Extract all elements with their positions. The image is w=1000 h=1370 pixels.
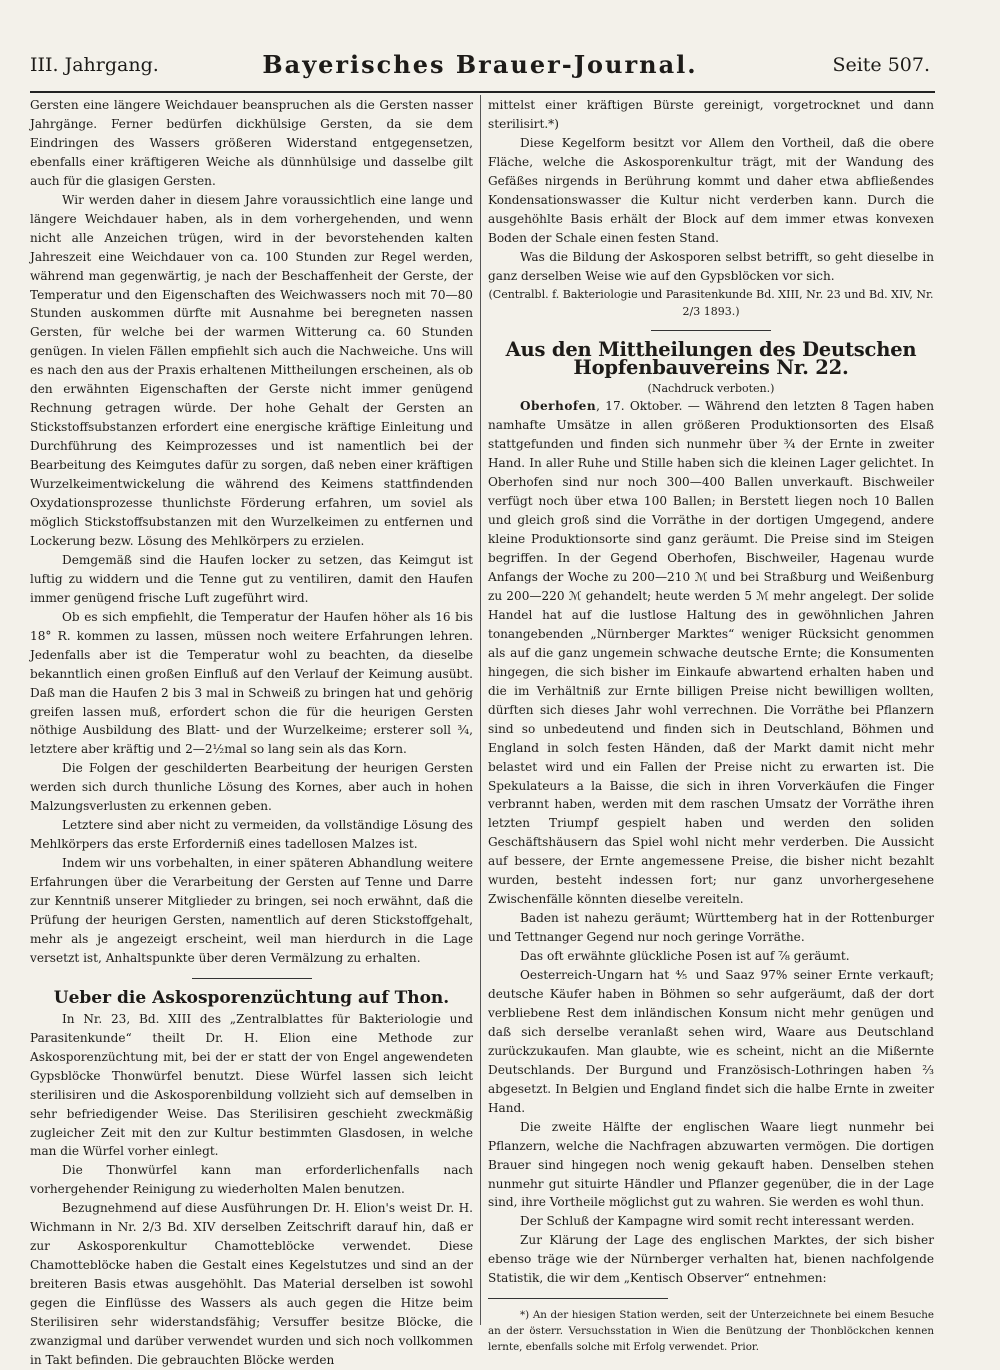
paragraph: Die Thonwürfel kann man erforderlichenfalls nach vorhergehender Reinigung zu wiederholten Malen benutzen. bbox=[30, 1163, 473, 1197]
paragraph: mittelst einer kräftigen Bürste gereinigt, vorgetrocknet und dann sterilisirt.*) bbox=[488, 98, 934, 131]
paragraph: Gersten eine längere Weichdauer beanspruchen als die Gersten nasser Jahrgänge. Ferner bedürfen dickhülsige Gersten, da sie dem Eindringen des Wassers größeren Widerstand entgegensetzen, ebenfalls einer kräftigeren Weiche als dünnhülsige und dasselbe gilt auch für die glasigen Gersten. bbox=[30, 98, 473, 188]
paragraph: Bezugnehmend auf diese Ausführungen Dr. H. Elion's weist Dr. H. Wichmann in Nr. 2/3 Bd. XIV derselben Zeitschrift darauf hin, daß er zur Askosporenkultur Chamotteblöcke verwendet. Diese Chamotteblöcke haben die Gestalt eines Kegelstutzes und sind an der breiteren Basis etwas ausgehöhlt. Das Material derselben ist sowohl gegen die Einflüsse des Wassers als auch gegen die Hitze beim Sterilisiren sehr widerstandsfähig; Versuffer besitze Blöcke, die zwanzigmal und darüber verwendet wurden und sich noch vollkommen in Takt befinden. Die gebrauchten Blöcke werden bbox=[30, 1201, 473, 1367]
left-column bbox=[30, 96, 473, 1370]
article-heading: Aus den Mittheilungen des Deutschen Hopfenbauvereins Nr. 22. bbox=[505, 337, 917, 380]
journal-title: Bayerisches Brauer-Journal. bbox=[262, 50, 698, 79]
paragraph: Wir werden daher in diesem Jahre voraussichtlich eine lange und längere Weichdauer haben, als in dem vorhergehenden, und wenn nicht alle Anzeichen trügen, wird in der bevorstehenden kalten Jahreszeit eine Weichdauer von ca. 100 Stunden zur Regel werden, während man gegenwärtig, je nach der Beschaffenheit der Gerste, der Temperatur und den Eigenschaften des Weichwassers noch mit 70—80 Stunden auskommen dürfte mit Ausnahme bei beregneten nassen Gersten, für welche bei der warmen Witterung ca. 60 Stunden genügen. In vielen Fällen empfiehlt sich auch die Nachweiche. Uns will es nach den aus der Praxis erhaltenen Mittheilungen erscheinen, als ob den erwähnten Eigenschaften der Gerste nicht immer genügend Rechnung getragen würde. Der hohe Gehalt der Gersten an Stickstoffsubstanzen erfordert eine energische kräftige Einleitung und Durchführung des Keimprozesses und ist namentlich bei der Bearbeitung des Keimgutes dafür zu sorgen, daß neben einer kräftigen Wurzelkeimentwickelung die während des Keimens stattfindenden Oxydationsprozesse thunlichste Förderung erfahren, um soviel als möglich Stickstoffsubstanzen mit den Wurzelkeimen zu entfernen und Lockerung bezw. Lösung des Mehlkörpers zu erzielen. bbox=[30, 192, 473, 548]
paragraph: Die zweite Hälfte der englischen Waare liegt nunmehr bei Pflanzern, welche die Nachfragen abzuwarten vermögen. Die dortigen Brauer sind hingegen noch wenig gekauft haben. Denselben stehen nunmehr gut situirte Händler und Pflanzer gegenüber, die in der Lage sind, ihre Vortheile möglichst gut zu wahren. Sie werden es wohl thun. bbox=[488, 1119, 934, 1210]
paragraph: Indem wir uns vorbehalten, in einer späteren Abhandlung weitere Erfahrungen über die Verarbeitung der Gersten auf Tenne und Darre zur Kenntniß unserer Mitglieder zu bringen, sei noch erwähnt, daß die Prüfung der heurigen Gersten, namentlich auf deren Stickstoffgehalt, mehr als je angezeigt erscheint, weil man hierdurch in die Lage versetzt ist, Anhaltspunkte über deren Vermälzung zu erhalten. bbox=[30, 856, 473, 965]
paragraph: Baden ist nahezu geräumt; Württemberg hat in der Rottenburger und Tettnanger Gegend nur noch geringe Vorräthe. bbox=[488, 911, 934, 945]
paragraph: Diese Kegelform besitzt vor Allem den Vortheil, daß die obere Fläche, welche die Askosporenkultur trägt, mit der Wandung des Gefäßes nirgends in Berührung kommt und daher etwa abfließendes Kondensationswasser die Kultur nicht verderben kann. Durch die ausgehöhlte Basis erhält der Block auf dem immer etwas konvexen Boden der Schale einen festen Stand. bbox=[488, 135, 934, 245]
column-divider bbox=[480, 95, 481, 1325]
paragraph: Der Schluß der Kampagne wird somit recht interessant werden. bbox=[520, 1214, 915, 1229]
paragraph: Letztere sind aber nicht zu vermeiden, da vollständige Lösung des Mehlkörpers das erste Erforderniß eines tadellosen Malzes ist. bbox=[30, 818, 473, 852]
paragraph-text: , 17. Oktober. — Während den letzten 8 Tagen haben namhafte Umsätze in allen größeren Produktionsorten des Elsaß stattgefunden und finden sich nunmehr über ¾ der Ernte in zweiter Hand. In aller Ruhe und Stille haben sich die kleinen Lager gelichtet. In Oberhofen sind nur noch 300—400 Ballen unverkauft. Bischweiler verfügt noch über etwa 100 Ballen; in Berstett liegen noch 10 Ballen und gleich groß sind die Vorräthe in der dortigen Umgegend, andere kleine Produktionsorte sind ganz geräumt. Die Preise sind im Steigen begriffen. In der Gegend Oberhofen, Bischweiler, Hagenau wurde Anfangs der Woche zu 200—210 ℳ und bei Straßburg und Weißenburg zu 200—220 ℳ gehandelt; heute werden 5 ℳ mehr angelegt. Der solide Handel hat auf die lustlose Haltung des in gewöhnlichen Jahren tonangebenden „Nürnberger Marktes“ weniger Rücksicht genommen als auf die ganz ungemein schwache deutsche Ernte; die Konsumenten hingegen, die sich bisher im Einkaufe abwartend erhalten haben und die im Verhältniß zur Ernte billigen Preise nicht bewilligen wollten, dürften sich dieses Jahr wohl verrechnen. Die Vorräthe bei Pflanzern sind so unbedeutend und finden sich in Deutschland, Böhmen und England in solch festen Händen, daß der Markt damit nicht mehr belastet wird und ein Fallen der Preise nicht zu erwarten ist. Die Spekulateurs a la Baisse, die sich in ihren Vorverkäufen die Finger verbrannt haben, werden mit dem raschen Umsatz der Vorräthe ihren letzten Triumpf gespielt haben und werden den soliden Geschäftshäusern das Spiel wohl nicht mehr verderben. Die Aussicht auf bessere, der Ernte angemessene Preise, die bisher nicht bezahlt wurden, besteht indessen fort; nur ganz unvorhergesehene Zwischenfälle könnten dieselbe vereiteln. bbox=[488, 399, 934, 907]
paragraph: Die Folgen der geschilderten Bearbeitung der heurigen Gersten werden sich durch thunliche Lösung des Kornes, aber auch in hohen Malzungsverlusten zu erkennen geben. bbox=[30, 761, 473, 814]
footnote: *) An der hiesigen Station werden, seit der Unterzeichnete bei einem Besuche an der österr. Versuchsstation in Wien die Benützung der Thonblöckchen kennen lernte, ebenfalls solche mit Erfolg verwendet. Prior. bbox=[488, 1309, 934, 1354]
paragraph: Oesterreich-Ungarn hat ⅘ und Saaz 97% seiner Ernte verkauft; deutsche Käufer haben in Böhmen so sehr aufgeräumt, daß der dort verbliebene Rest dem inländischen Konsum nicht mehr genügen und daß sich derselbe veranlaßt sehen wird, Waare aus Deutschland zurückzukaufen. Man glaubte, wie es scheint, nicht an die Mißernte Deutschlands. Der Burgund und Französisch-Lothringen haben ⅔ abgesetzt. In Belgien und England findet sich die halbe Ernte in zweiter Hand. bbox=[488, 968, 934, 1115]
paragraph: Was die Bildung der Askosporen selbst betrifft, so geht dieselbe in ganz derselben Weise wie auf den Gypsblöcken vor sich. bbox=[488, 249, 934, 283]
dateline-place: Oberhofen bbox=[520, 399, 597, 414]
footnote-rule bbox=[488, 1298, 668, 1299]
section-divider bbox=[192, 978, 312, 979]
paragraph: In Nr. 23, Bd. XIII des „Zentralblattes für Bakteriologie und Parasitenkunde“ theilt Dr. H. Elion eine Methode zur Askosporenzüchtung mit, bei der er statt der von Engel angewendeten Gypsblöcke Thonwürfel benutzt. Diese Würfel lassen sich leicht sterilisiren und die Askosporenbildung vollzieht sich auf demselben in sehr befriedigender Weise. Das Sterilisiren geschieht zweckmäßig zugleicher Zeit mit den zur Kultur bestimmten Glasdosen, in welche man die Würfel vorher einlegt. bbox=[30, 1011, 473, 1159]
header-rule bbox=[30, 91, 935, 93]
paragraph: Zur Klärung der Lage des englischen Marktes, der sich bisher ebenso träge wie der Nürnberger verhalten hat, bienen nachfolgende Statistik, die wir dem „Kentisch Observer“ entnehmen: bbox=[488, 1233, 934, 1286]
paragraph bbox=[488, 397, 934, 909]
right-column bbox=[488, 96, 934, 1355]
citation: (Centralbl. f. Bakteriologie und Parasitenkunde Bd. XIII, Nr. 23 und Bd. XIV, Nr. 2/3 1893.) bbox=[488, 287, 934, 318]
page-number: Seite 507. bbox=[832, 54, 930, 76]
volume-label: III. Jahrgang. bbox=[30, 54, 159, 76]
section-divider bbox=[651, 330, 771, 331]
paragraph: Das oft erwähnte glückliche Posen ist auf ⅞ geräumt. bbox=[520, 949, 850, 964]
paragraph: Demgemäß sind die Haufen locker zu setzen, das Keimgut ist luftig zu widdern und die Tenne gut zu ventiliren, damit den Haufen immer genügend frische Luft zugeführt wird. bbox=[30, 552, 473, 605]
paragraph: Ob es sich empfiehlt, die Temperatur der Haufen höher als 16 bis 18° R. kommen zu lassen, müssen noch weitere Erfahrungen lehren. Jedenfalls aber ist die Temperatur wohl zu beachten, da dieselbe bekanntlich einen großen Einfluß auf den Verlauf der Keimung ausübt. Daß man die Haufen 2 bis 3 mal in Schweiß zu bringen hat und gehörig greifen lassen muß, erfordert schon die für die heurigen Gersten nöthige Ausbildung des Blatt- und der Wurzelkeime; ersterer soll ¾, letztere aber kräftig und 2—2½mal so lang sein als das Korn. bbox=[30, 609, 473, 757]
article-subheading: (Nachdruck verboten.) bbox=[647, 382, 775, 396]
page-header bbox=[30, 50, 930, 86]
article-heading: Ueber die Askosporenzüchtung auf Thon. bbox=[53, 987, 450, 1008]
